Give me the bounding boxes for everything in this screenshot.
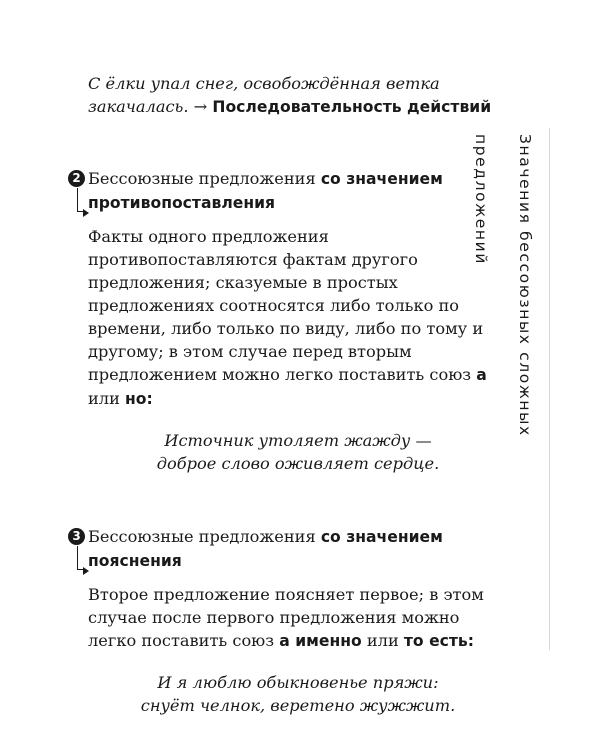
example-line-1: И я люблю обыкновенье пряжи: bbox=[157, 673, 439, 692]
arrow-icon: → bbox=[193, 97, 208, 116]
union-no: но: bbox=[125, 390, 153, 408]
section-heading bbox=[88, 525, 508, 573]
number-badge: 2 bbox=[68, 170, 85, 187]
example-line-2: доброе слово оживляет сердце. bbox=[156, 454, 440, 473]
heading-plain: Бессоюзные предложения bbox=[88, 169, 321, 188]
section-explanation bbox=[88, 225, 508, 411]
heading-bold: со значением противопоставления bbox=[88, 170, 443, 212]
side-divider bbox=[549, 128, 550, 650]
bracket-arrow-icon bbox=[77, 188, 89, 212]
union-a: а bbox=[476, 366, 487, 384]
intro-label: Последовательность действий bbox=[212, 98, 492, 116]
section-contrast bbox=[72, 167, 508, 475]
section-explanation-type bbox=[72, 525, 508, 717]
side-chapter-title: Значения бессоюзных сложных предложений bbox=[472, 134, 534, 437]
example-line-1: Источник утоляет жажду — bbox=[164, 431, 432, 450]
union-separator: или bbox=[88, 389, 126, 408]
section-example bbox=[88, 429, 508, 475]
text-column bbox=[72, 72, 508, 717]
union-separator: или bbox=[361, 631, 404, 650]
section-explanation bbox=[88, 583, 508, 653]
example-line-2: снуёт челнок, веретено жужжит. bbox=[140, 696, 456, 715]
union-a-imenno: а именно bbox=[279, 632, 362, 650]
explanation-text: Второе предложение поясняет первое; в этом случае после первого предложения можно легко поставить союз bbox=[88, 585, 484, 650]
bracket-arrow-icon bbox=[77, 546, 89, 570]
union-to-est: то есть: bbox=[403, 632, 475, 650]
section-heading bbox=[88, 167, 508, 215]
explanation-text: Факты одного предложения противопоставляются фактам другого предложения; сказуемые в простых предложениях соотносятся либо только по времени, либо только по виду, либо по тому и другому; в этом случае перед вторым предложением можно легко поставить союз bbox=[88, 227, 484, 384]
number-badge: 3 bbox=[68, 528, 85, 545]
heading-bold: со значением пояснения bbox=[88, 528, 443, 570]
intro-example bbox=[88, 72, 508, 119]
heading-plain: Бессоюзные предложения bbox=[88, 527, 321, 546]
intro-italic-text: С ёлки упал снег, освобождённая ветка закачалась. bbox=[88, 74, 440, 116]
section-example bbox=[88, 671, 508, 717]
